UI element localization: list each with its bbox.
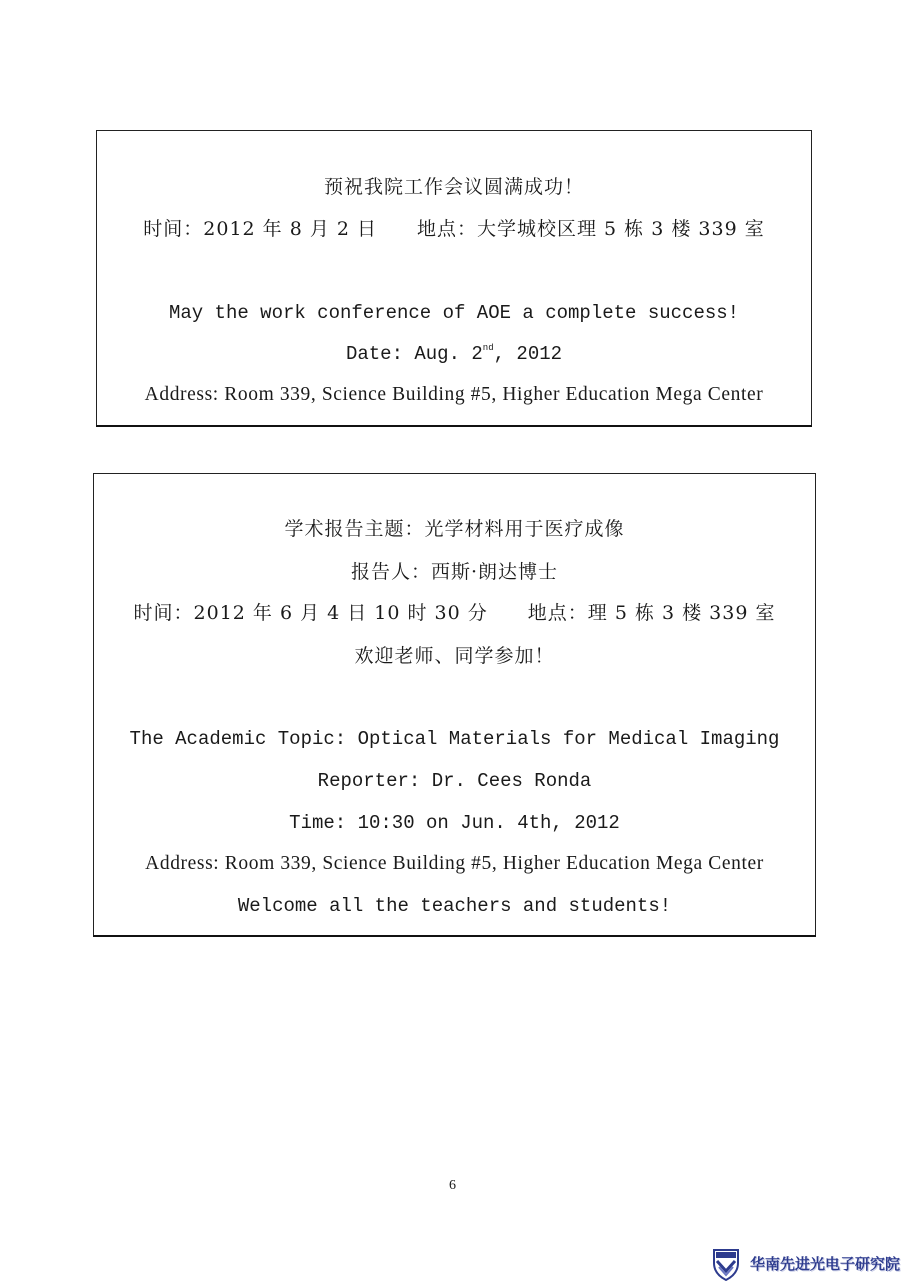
page-number: 6: [449, 1178, 456, 1193]
institute-logo: [708, 1247, 901, 1281]
en-conference-date: [97, 342, 811, 366]
en-report-address: Address: Room 339, Science Building #5, Higher Education Mega Center: [145, 853, 764, 874]
conference-notice-box: [96, 130, 812, 426]
en-conference-title: May the work conference of AOE a complete success!: [168, 302, 740, 324]
cn-report-reporter: 报告人：西斯·朗达博士: [350, 561, 559, 583]
cn-conference-place: 地点：大学城校区理 5 栋 3 楼 339 室: [417, 218, 765, 240]
en-report-time: Time: 10:30 on Jun. 4th, 2012: [289, 812, 620, 834]
en-report-welcome: Welcome all the teachers and students!: [237, 895, 672, 917]
en-report-reporter: Reporter: Dr. Cees Ronda: [317, 770, 592, 792]
cn-report-time-place: [94, 601, 815, 625]
cn-conference-title: 预祝我院工作会议圆满成功！: [323, 176, 584, 198]
academic-report-notice-box: [93, 473, 816, 936]
cn-report-welcome: 欢迎老师、同学参加！: [354, 645, 555, 667]
cn-report-place: 地点：理 5 栋 3 楼 339 室: [527, 602, 776, 624]
cn-conference-time-place: [97, 217, 811, 241]
institute-crest-icon: [708, 1247, 744, 1281]
cn-report-time: 时间：2012 年 6 月 4 日 10 时 30 分: [133, 602, 488, 624]
en-date-ordinal: nd: [482, 343, 494, 353]
institute-logo-text: 华南先进光电子研究院: [750, 1255, 901, 1273]
en-report-topic: The Academic Topic: Optical Materials for Medical Imaging: [129, 728, 780, 750]
cn-conference-time: 时间：2012 年 8 月 2 日: [143, 218, 378, 240]
en-date-suffix: , 2012: [493, 343, 563, 365]
en-date-prefix: Date: Aug. 2: [345, 343, 483, 365]
cn-report-topic: 学术报告主题：光学材料用于医疗成像: [284, 518, 625, 540]
en-conference-address: Address: Room 339, Science Building #5, Higher Education Mega Center: [144, 384, 764, 405]
